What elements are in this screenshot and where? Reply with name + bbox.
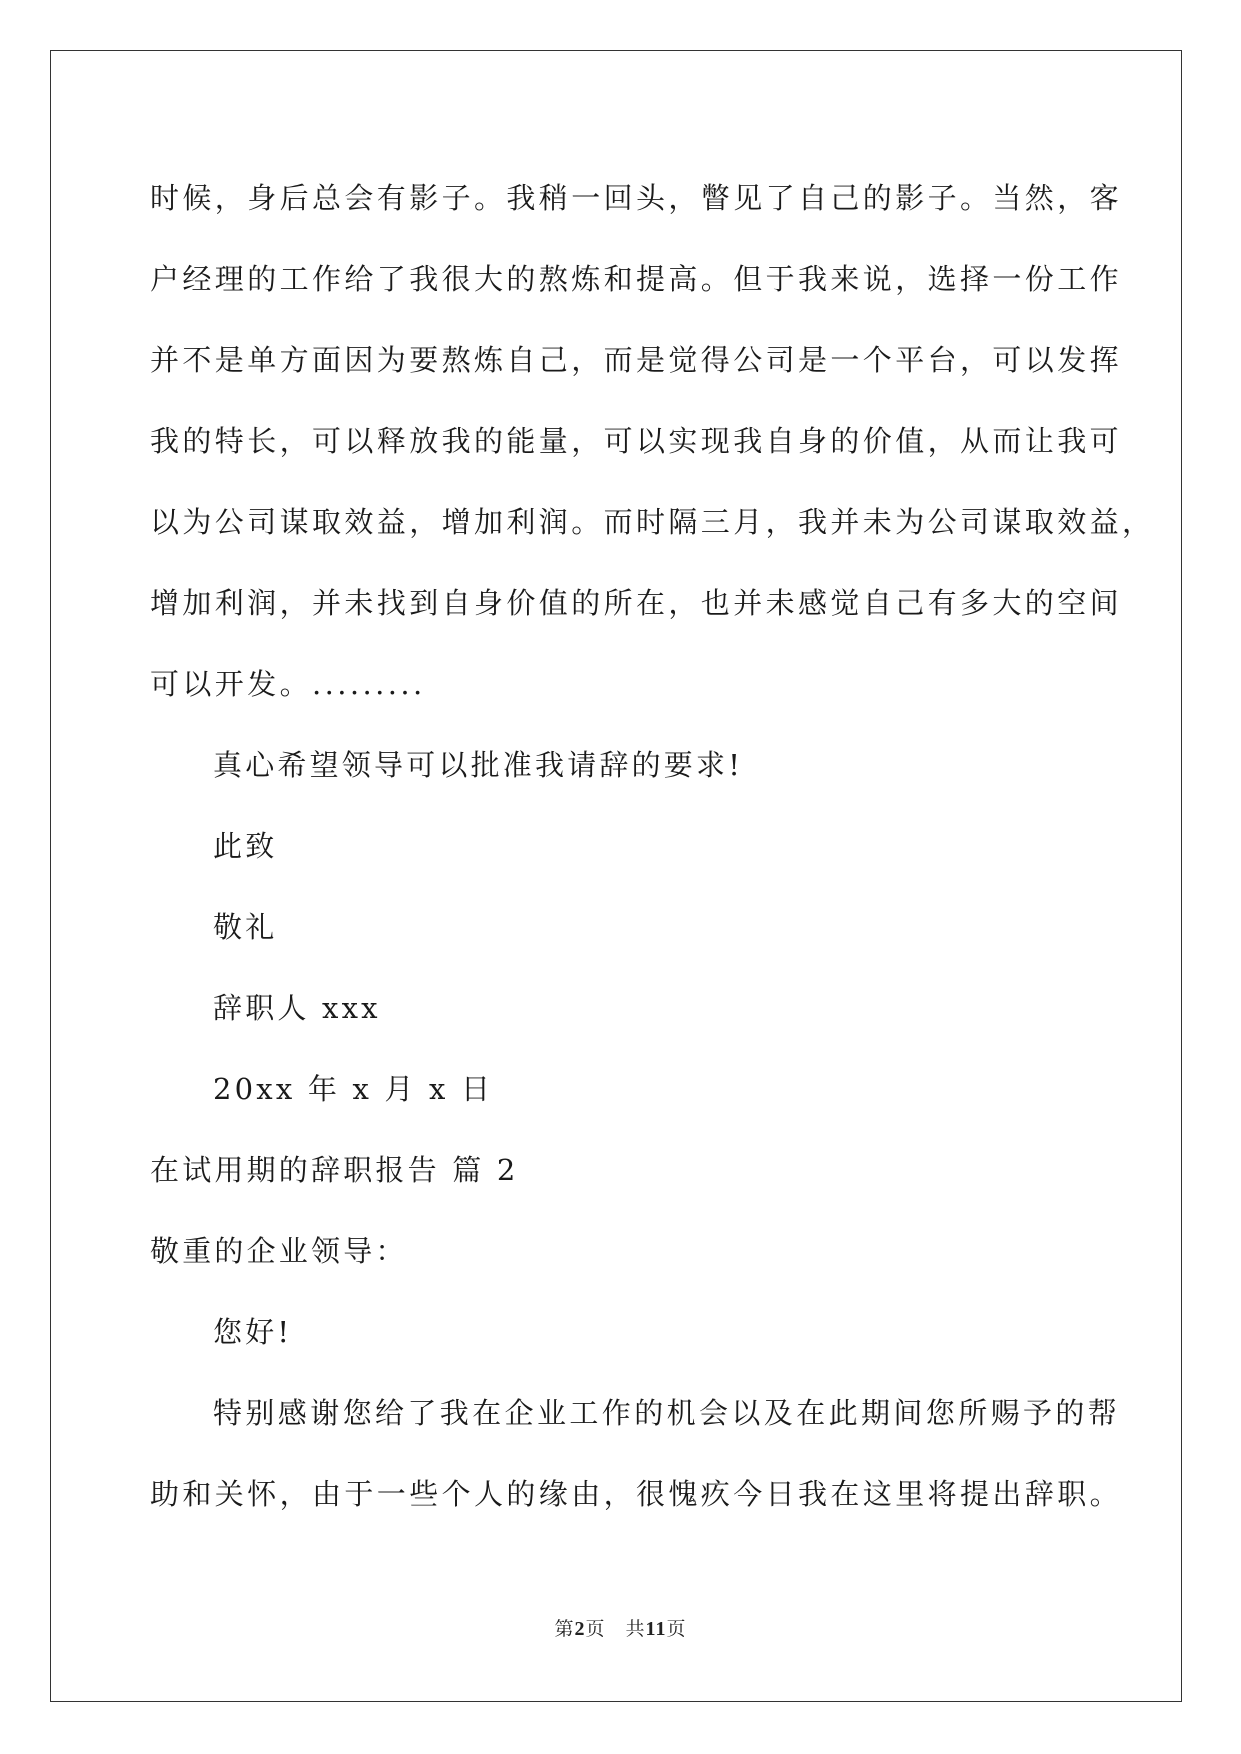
page-footer xyxy=(0,1614,1241,1641)
page-total: 11 xyxy=(645,1618,667,1640)
page-suffix: 页 xyxy=(666,1618,687,1640)
paragraph-line: 以为公司谋取效益，增加利润。而时隔三月，我并未为公司谋取效益， xyxy=(150,505,1155,539)
paragraph-line: 增加利润，并未找到自身价值的所在，也并未感觉自己有多大的空间 xyxy=(150,586,1123,620)
page-mid: 页 共 xyxy=(585,1618,646,1640)
paragraph-line: 助和关怀，由于一些个人的缘由，很愧疚今日我在这里将提出辞职。 xyxy=(150,1477,1123,1511)
signature: 辞职人 xxx xyxy=(213,991,381,1025)
greeting: 您好! xyxy=(213,1315,293,1349)
document-body xyxy=(150,158,1155,1535)
paragraph-line: 特别感谢您给了我在企业工作的机会以及在此期间您所赐予的帮 xyxy=(213,1396,1121,1430)
paragraph-line: 户经理的工作给了我很大的熬炼和提高。但于我来说，选择一份工作 xyxy=(150,262,1123,296)
paragraph-line: 时候，身后总会有影子。我稍一回头，瞥见了自己的影子。当然，客 xyxy=(150,181,1123,215)
date: 20xx 年 x 月 x 日 xyxy=(213,1072,494,1106)
salutation: 敬重的企业领导： xyxy=(150,1234,408,1268)
page-current: 2 xyxy=(574,1618,586,1640)
hope-line: 真心希望领导可以批准我请辞的要求! xyxy=(213,748,744,782)
paragraph-line: 可以开发。......... xyxy=(150,667,426,701)
closing-regards: 此致 xyxy=(213,829,278,863)
closing-salute: 敬礼 xyxy=(213,910,278,944)
section-title: 在试用期的辞职报告 篇 2 xyxy=(150,1153,519,1187)
paragraph-line: 并不是单方面因为要熬炼自己，而是觉得公司是一个平台，可以发挥 xyxy=(150,343,1123,377)
paragraph-line: 我的特长，可以释放我的能量，可以实现我自身的价值，从而让我可 xyxy=(150,424,1123,458)
page-prefix: 第 xyxy=(554,1618,575,1640)
